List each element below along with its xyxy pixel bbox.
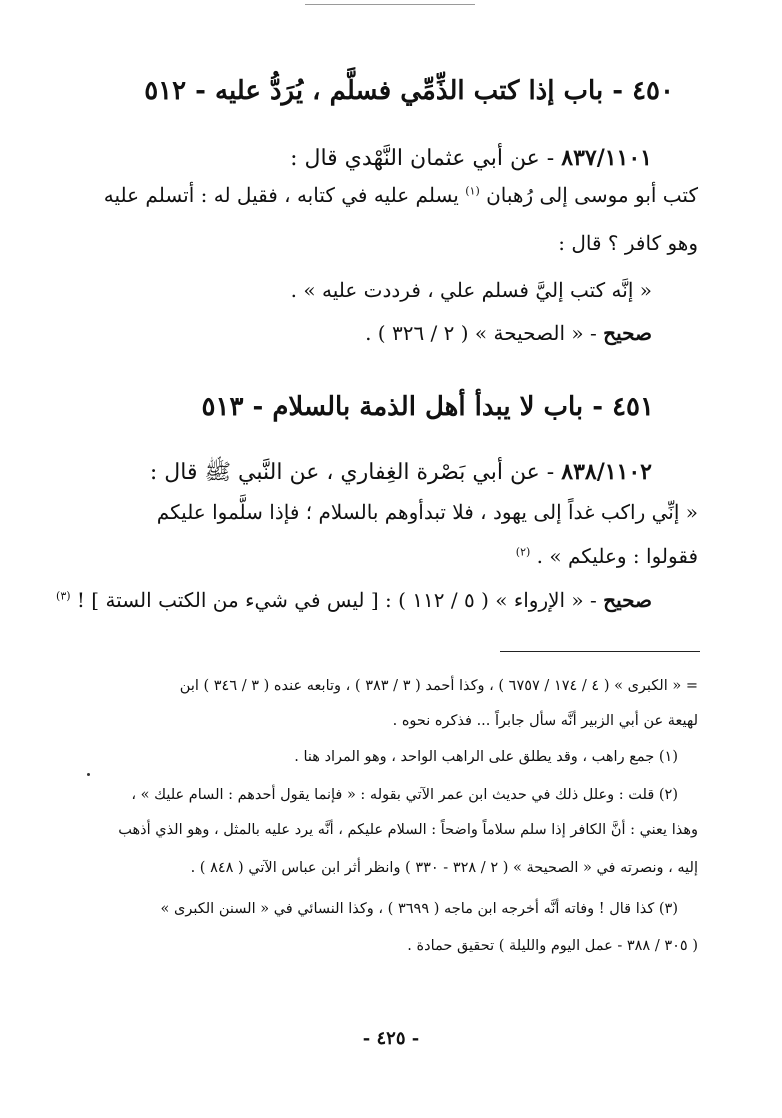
footnote-3-line1: (٣) كذا قال ! وفاته أنَّه أخرجه ابن ماجه ( ٣٦٩٩ ) ، وكذا النسائي في « السنن الكبرى » [160,901,678,917]
chapter-number: ٤٥١ [612,392,654,422]
chapter-number: ٤٥٠ [632,76,674,106]
hadith-number: ٨٣٧/١١٠١ [561,145,652,171]
chapter-450-heading: ٤٥٠ - باب إذا كتب الذِّمِّي فسلَّم ، يُرَدُّ عليه - ٥١٢ [144,76,674,106]
hadith-837-line1 [58,183,698,207]
chapter-451-heading: ٤٥١ - باب لا يبدأ أهل الذمة بالسلام - ٥١٣ [201,392,654,422]
hadith-838-intro-line: ٨٣٨/١١٠٢ - عن أبي بَصْرة الغِفاري ، عن النَّبي ﷺ قال : [149,459,652,485]
hadith-837-line2: وهو كافر ؟ قال : [558,231,698,255]
page-number: - ٤٢٥ - [362,1028,420,1049]
hadith-number: ٨٣٨/١١٠٢ [561,459,652,485]
grade-reference: « الإرواء » ( ٥ / ١١٢ ) : [ ليس في شيء من الكتب الستة ] ! [76,588,584,612]
hadith-837-grade: صحيح - « الصحيحة » ( ٢ / ٣٢٦ ) . [365,321,652,345]
hadith-837-intro-line: ٨٣٧/١١٠١ - عن أبي عثمان النَّهْدي قال : [290,145,652,171]
chapter-ref: ٥١٣ [201,392,244,422]
hadith-text: كتب أبو موسى إلى رُهبان [486,183,698,207]
grade-label: صحيح [603,321,652,345]
chapter-title: باب لا يبدأ أهل الذمة بالسلام [272,392,584,422]
footnote-2-line2: وهذا يعني : أنَّ الكافر إذا سلم سلاماً واضحاً : السلام عليكم ، أنَّه يرد عليه بالمثل ، وهو الذي أذهب [118,822,698,838]
footnote-ref-1: (١) [465,184,480,198]
grade-label: صحيح [603,588,652,612]
hadith-838-line2 [58,544,698,568]
footnote-ref-2: (٢) [515,545,531,559]
footnote-continuation-line2: لهيعة عن أبي الزبير أنَّه سأل جابراً ... فذكره نحوه . [392,713,698,729]
chapter-title: باب إذا كتب الذِّمِّي فسلَّم ، يُرَدُّ عليه [215,76,604,106]
footnote-continuation-line1: = « الكبرى » ( ٤ / ١٧٤ / ٦٧٥٧ ) ، وكذا أحمد ( ٣ / ٣٨٣ ) ، وتابعه عنده ( ٣ / ٣٤٦ ) ابن [179,678,698,694]
chapter-ref: ٥١٢ [144,76,187,106]
footnote-1: (١) جمع راهب ، وقد يطلق على الراهب الواحد ، وهو المراد هنا . [294,749,678,765]
hadith-838-line1: « إنِّي راكب غداً إلى يهود ، فلا تبدأوهم بالسلام ؛ فإذا سلَّموا عليكم [156,500,698,524]
hadith-intro: عن أبي بَصْرة الغِفاري ، عن النَّبي ﷺ قال : [149,460,540,485]
grade-reference: « الصحيحة » ( ٢ / ٣٢٦ ) . [365,321,584,345]
hadith-838-grade: صحيح - « الإرواء » ( ٥ / ١١٢ ) : [ ليس في شيء من الكتب الستة ] ! $^{(٣)}$ [56,588,652,612]
stray-dot [87,773,90,776]
hadith-text: يسلم عليه في كتابه ، فقيل له : أتسلم عليه [103,183,459,207]
footnote-2-line3: إليه ، ونصرته في « الصحيحة » ( ٢ / ٣٢٨ - ٣٣٠ ) وانظر أثر ابن عباس الآتي ( ٨٤٨ ) . [190,860,698,876]
footnote-ref-3: (٣) [56,589,71,603]
footnote-divider [500,651,700,652]
hadith-intro: عن أبي عثمان النَّهْدي قال : [290,146,540,171]
hadith-837-quote: « إنَّه كتب إليَّ فسلم علي ، فرددت عليه » . [290,278,652,302]
top-divider [305,4,475,5]
hadith-text: فقولوا : وعليكم » . [536,544,698,568]
footnote-3-line2: ( ٣٠٥ / ٣٨٨ - عمل اليوم والليلة ) تحقيق حمادة . [407,938,698,954]
footnote-2-line1: (٢) قلت : وعلل ذلك في حديث ابن عمر الآتي بقوله : « فإنما يقول أحدهم : السام عليك » ، [131,787,678,803]
